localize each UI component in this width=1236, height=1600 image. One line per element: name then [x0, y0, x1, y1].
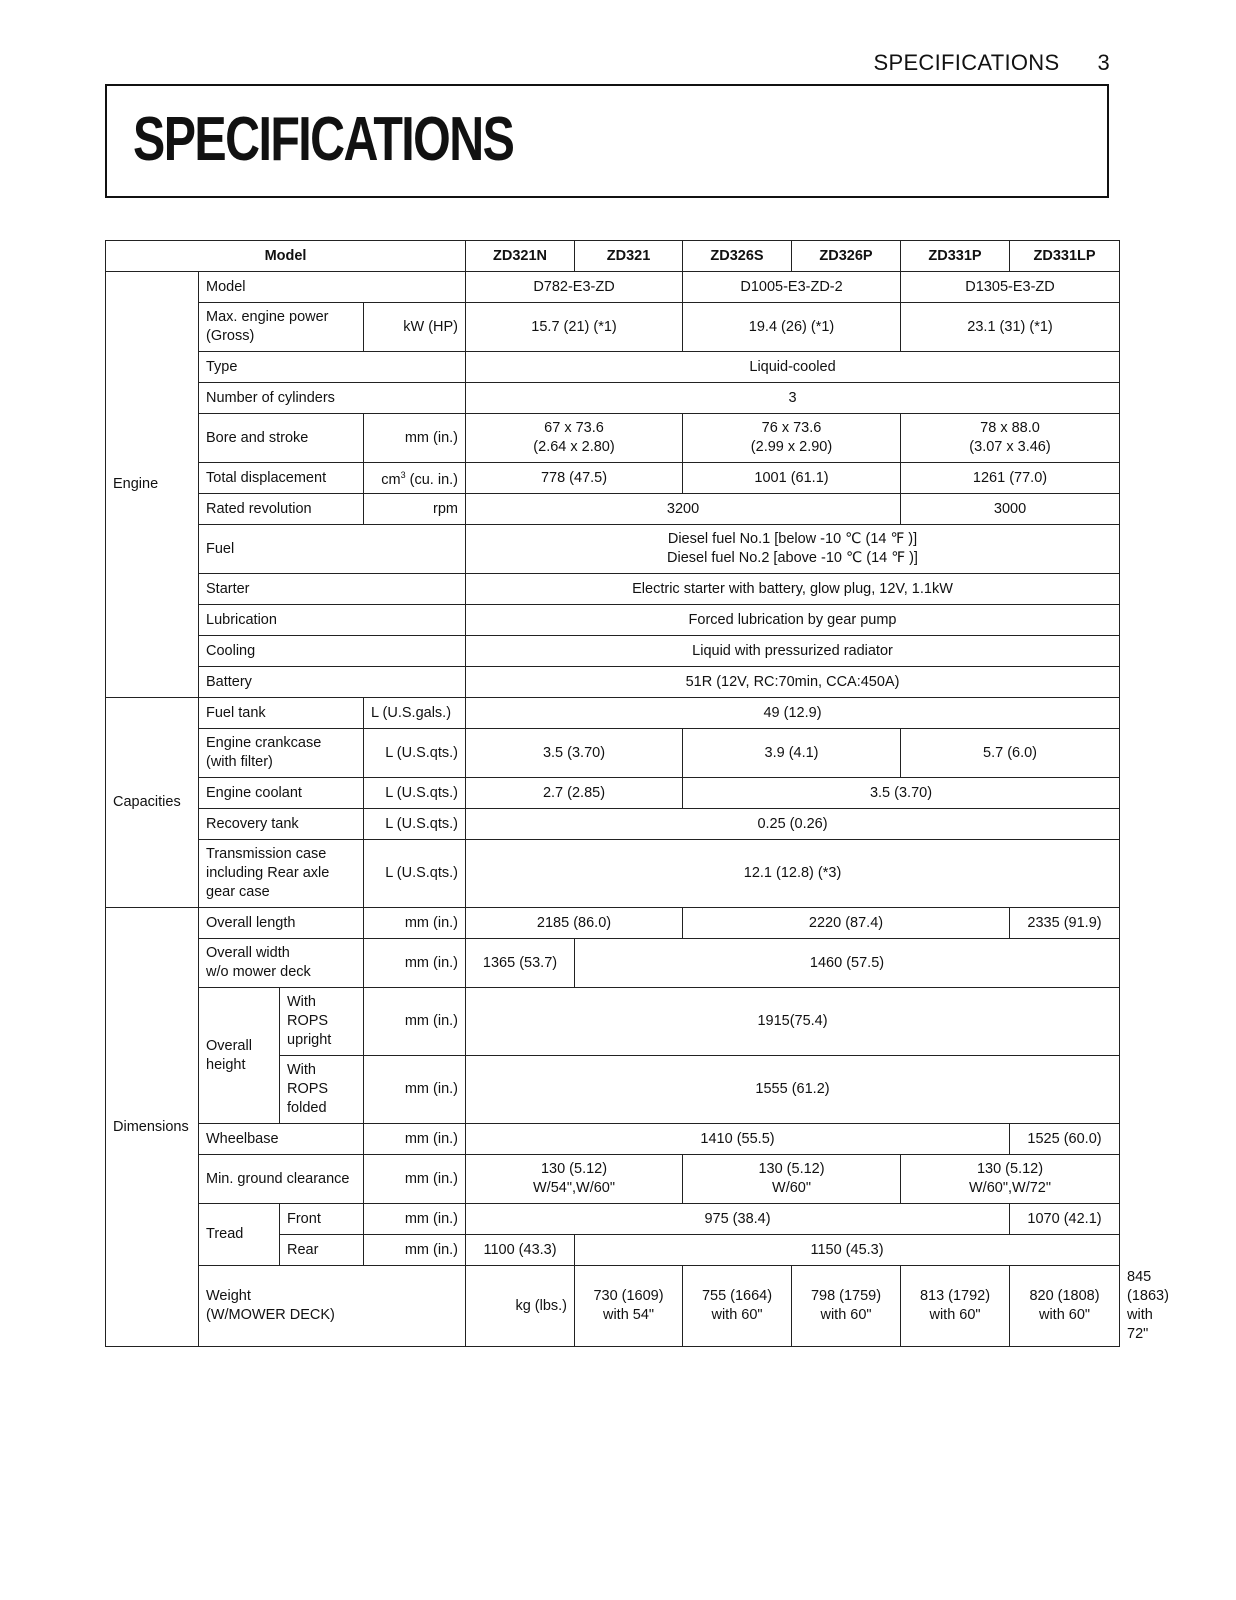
cell-value: 820 (1808) with 60"	[1010, 1266, 1120, 1347]
unit-cell: kW (HP)	[364, 303, 466, 352]
unit-cell: mm (in.)	[364, 1155, 466, 1204]
table-row	[106, 988, 1120, 1056]
row-label: Transmission case including Rear axle gear case	[199, 840, 364, 908]
cell-value: 2185 (86.0)	[466, 908, 683, 939]
unit-cell: mm (in.)	[364, 1056, 466, 1124]
title-box	[105, 84, 1109, 198]
row-label: Bore and stroke	[199, 414, 364, 463]
cell-value: 1555 (61.2)	[466, 1056, 1120, 1124]
row-label: Engine crankcase (with filter)	[199, 729, 364, 778]
table-row	[106, 414, 1120, 463]
unit-cell: kg (lbs.)	[466, 1266, 575, 1347]
row-label: Rated revolution	[199, 494, 364, 525]
row-label: Starter	[199, 574, 466, 605]
cell-value: 12.1 (12.8) (*3)	[466, 840, 1120, 908]
header-model-5: ZD331P	[901, 241, 1010, 272]
table-row: Weight (W/MOWER DECK) kg (lbs.) 730 (1609) with 54" 755 (1664) with 60" 798 (1759) with 60" 813 (1792) with 60" 820 (1808) with 60" 845 (1863) with 72"	[106, 1266, 1120, 1347]
cell-value: 130 (5.12) W/54",W/60"	[466, 1155, 683, 1204]
header-model-6: ZD331LP	[1010, 241, 1120, 272]
running-header-title: SPECIFICATIONS	[873, 50, 1060, 75]
cell-value: 51R (12V, RC:70min, CCA:450A)	[466, 667, 1120, 698]
cell-value: 78 x 88.0 (3.07 x 3.46)	[901, 414, 1120, 463]
row-label: Number of cylinders	[199, 383, 466, 414]
cell-value: 2220 (87.4)	[683, 908, 1010, 939]
cell-value: 3	[466, 383, 1120, 414]
cell-value: 3000	[901, 494, 1120, 525]
table-row	[106, 525, 1120, 574]
row-label: Overall width w/o mower deck	[199, 939, 364, 988]
cell-value: 1001 (61.1)	[683, 463, 901, 494]
cell-value: 1365 (53.7)	[466, 939, 575, 988]
table-row	[106, 809, 1120, 840]
table-header-row	[106, 241, 1120, 272]
unit-cell: $cm^3$ (cu. in.)	[364, 463, 466, 494]
row-label-weight: Weight (W/MOWER DECK)	[199, 1266, 466, 1347]
unit-cell: mm (in.)	[364, 988, 466, 1056]
sub-label: Rear	[280, 1235, 364, 1266]
table-row	[106, 698, 1120, 729]
unit-cell: L (U.S.qts.)	[364, 778, 466, 809]
cell-value: 130 (5.12) W/60"	[683, 1155, 901, 1204]
cell-value: 67 x 73.6 (2.64 x 2.80)	[466, 414, 683, 463]
cell-value: 1410 (55.5)	[466, 1124, 1010, 1155]
unit-cell: L (U.S.qts.)	[364, 729, 466, 778]
group-dimensions: Dimensions	[106, 908, 199, 1347]
cell-value: 19.4 (26) (*1)	[683, 303, 901, 352]
cell-value: 5.7 (6.0)	[901, 729, 1120, 778]
running-header	[874, 50, 1110, 76]
cell-value: 1070 (42.1)	[1010, 1204, 1120, 1235]
table-row	[106, 272, 1120, 303]
table-row	[106, 383, 1120, 414]
header-model-4: ZD326P	[792, 241, 901, 272]
cell-value: 3200	[466, 494, 901, 525]
row-label: Fuel tank	[199, 698, 364, 729]
table-row	[106, 1155, 1120, 1204]
table-row	[106, 729, 1120, 778]
cell-value: 3.9 (4.1)	[683, 729, 901, 778]
unit-cell: mm (in.)	[364, 414, 466, 463]
cell-value: 3.5 (3.70)	[466, 729, 683, 778]
unit-cell: mm (in.)	[364, 908, 466, 939]
cell-value: Liquid with pressurized radiator	[466, 636, 1120, 667]
table-row	[106, 494, 1120, 525]
row-label: Max. engine power (Gross)	[199, 303, 364, 352]
cell-value: 778 (47.5)	[466, 463, 683, 494]
table-row	[106, 463, 1120, 494]
header-model-2: ZD321	[575, 241, 683, 272]
sub-label: With ROPS upright	[280, 988, 364, 1056]
cell-value: 15.7 (21) (*1)	[466, 303, 683, 352]
cell-value: Forced lubrication by gear pump	[466, 605, 1120, 636]
cell-value: 130 (5.12) W/60",W/72"	[901, 1155, 1120, 1204]
unit-cell: L (U.S.qts.)	[364, 809, 466, 840]
table-row	[106, 1204, 1120, 1235]
row-label-tread: Tread	[199, 1204, 280, 1266]
table-row	[106, 1124, 1120, 1155]
cell-value: 2335 (91.9)	[1010, 908, 1120, 939]
unit-cell: L (U.S.gals.)	[364, 698, 466, 729]
page-title: SPECIFICATIONS	[133, 105, 514, 174]
table-row	[106, 667, 1120, 698]
row-label: Battery	[199, 667, 466, 698]
cell-value: 76 x 73.6 (2.99 x 2.90)	[683, 414, 901, 463]
cell-value: 0.25 (0.26)	[466, 809, 1120, 840]
table-row	[106, 303, 1120, 352]
cell-value: D1005-E3-ZD-2	[683, 272, 901, 303]
cell-value: 2.7 (2.85)	[466, 778, 683, 809]
cell-value: D782-E3-ZD	[466, 272, 683, 303]
unit-cell: L (U.S.qts.)	[364, 840, 466, 908]
cell-value: 23.1 (31) (*1)	[901, 303, 1120, 352]
row-label: Wheelbase	[199, 1124, 364, 1155]
table-row	[106, 605, 1120, 636]
header-model-1: ZD321N	[466, 241, 575, 272]
cell-value: 975 (38.4)	[466, 1204, 1010, 1235]
table-row	[106, 908, 1120, 939]
cell-value: 1261 (77.0)	[901, 463, 1120, 494]
unit-cell: mm (in.)	[364, 1204, 466, 1235]
cell-value: 3.5 (3.70)	[683, 778, 1120, 809]
cell-value: 798 (1759) with 60"	[792, 1266, 901, 1347]
table-row	[106, 574, 1120, 605]
sub-label: With ROPS folded	[280, 1056, 364, 1124]
unit-cell: mm (in.)	[364, 1124, 466, 1155]
cell-value: Diesel fuel No.1 [below -10 ℃ (14 ℉ )] Diesel fuel No.2 [above -10 ℃ (14 ℉ )]	[466, 525, 1120, 574]
cell-value: Liquid-cooled	[466, 352, 1120, 383]
table-row	[106, 939, 1120, 988]
cell-value: 1100 (43.3)	[466, 1235, 575, 1266]
row-label-overall-height: Overall height	[199, 988, 280, 1124]
table-row	[106, 778, 1120, 809]
table-row	[106, 636, 1120, 667]
row-label: Model	[199, 272, 466, 303]
unit-cell: mm (in.)	[364, 939, 466, 988]
row-label: Lubrication	[199, 605, 466, 636]
row-label: Type	[199, 352, 466, 383]
cell-value: 755 (1664) with 60"	[683, 1266, 792, 1347]
unit-cell: rpm	[364, 494, 466, 525]
cell-value: 1460 (57.5)	[575, 939, 1120, 988]
row-label: Cooling	[199, 636, 466, 667]
cell-value: 1525 (60.0)	[1010, 1124, 1120, 1155]
cell-value: 1915(75.4)	[466, 988, 1120, 1056]
row-label: Recovery tank	[199, 809, 364, 840]
sub-label: Front	[280, 1204, 364, 1235]
unit-cell: mm (in.)	[364, 1235, 466, 1266]
cell-value: 813 (1792) with 60"	[901, 1266, 1010, 1347]
group-capacities: Capacities	[106, 698, 199, 908]
row-label: Fuel	[199, 525, 466, 574]
cell-value: Electric starter with battery, glow plug, 12V, 1.1kW	[466, 574, 1120, 605]
table-row	[106, 352, 1120, 383]
row-label: Overall length	[199, 908, 364, 939]
cell-value: 730 (1609) with 54"	[575, 1266, 683, 1347]
header-model-3: ZD326S	[683, 241, 792, 272]
group-engine: Engine	[106, 272, 199, 698]
header-model-label: Model	[106, 241, 466, 272]
table-row	[106, 840, 1120, 908]
cell-value: D1305-E3-ZD	[901, 272, 1120, 303]
row-label: Min. ground clearance	[199, 1155, 364, 1204]
cell-value: 1150 (45.3)	[575, 1235, 1120, 1266]
page-number: 3	[1097, 50, 1110, 75]
specifications-table	[105, 240, 1169, 1347]
row-label: Engine coolant	[199, 778, 364, 809]
row-label: Total displacement	[199, 463, 364, 494]
cell-value: 49 (12.9)	[466, 698, 1120, 729]
